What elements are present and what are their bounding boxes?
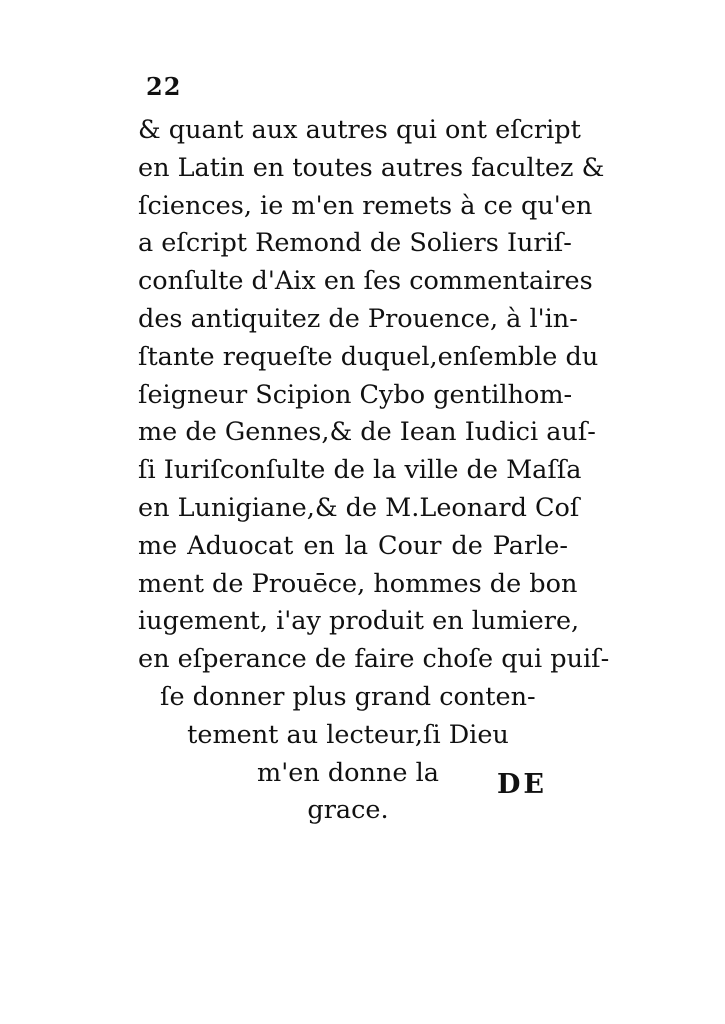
text-line: des antiquitez de Prouence, à l'in- — [138, 303, 578, 334]
catchword: DE — [497, 769, 547, 800]
text-line: ſeigneur Scipion Cybo gentilhom- — [138, 379, 573, 410]
text-line: & quant aux autres qui ont eſcript — [138, 115, 581, 145]
text-line-tail: tement au lecteur,ſi Dieu — [187, 719, 509, 750]
text-line: me Aduocat en la Cour de Parle- — [138, 530, 568, 561]
text-line: me de Gennes,& de Iean Iudici auſ- — [138, 417, 596, 448]
text-line: ſtante requeſte duquel,enſemble du — [138, 341, 599, 372]
text-line: ſciences, ie m'en remets à ce qu'en — [138, 190, 593, 221]
text-line: conſulte d'Aix en ſes commentaires — [138, 266, 593, 297]
page-number: 22 — [146, 72, 182, 101]
text-line: en Lunigiane,& de M.Leonard Coſ — [138, 492, 580, 523]
body-text — [138, 112, 610, 830]
text-line: a eſcript Remond de Soliers Iuriſ- — [138, 228, 572, 259]
text-line-tail: grace. — [307, 795, 389, 826]
text-line-tail: ſe donner plus grand conten- — [160, 681, 536, 712]
text-line: ſi Iuriſconſulte de la ville de Maſſa — [138, 455, 582, 486]
text-line: en eſperance de faire choſe qui puiſ- — [138, 644, 610, 675]
text-line: en Latin en toutes autres facultez & — [138, 152, 605, 183]
text-line-tail: m'en donne la — [257, 757, 439, 788]
text-line: ment de Prouēce, hommes de bon — [138, 568, 578, 599]
text-line: iugement, i'ay produit en lumiere, — [138, 606, 580, 637]
